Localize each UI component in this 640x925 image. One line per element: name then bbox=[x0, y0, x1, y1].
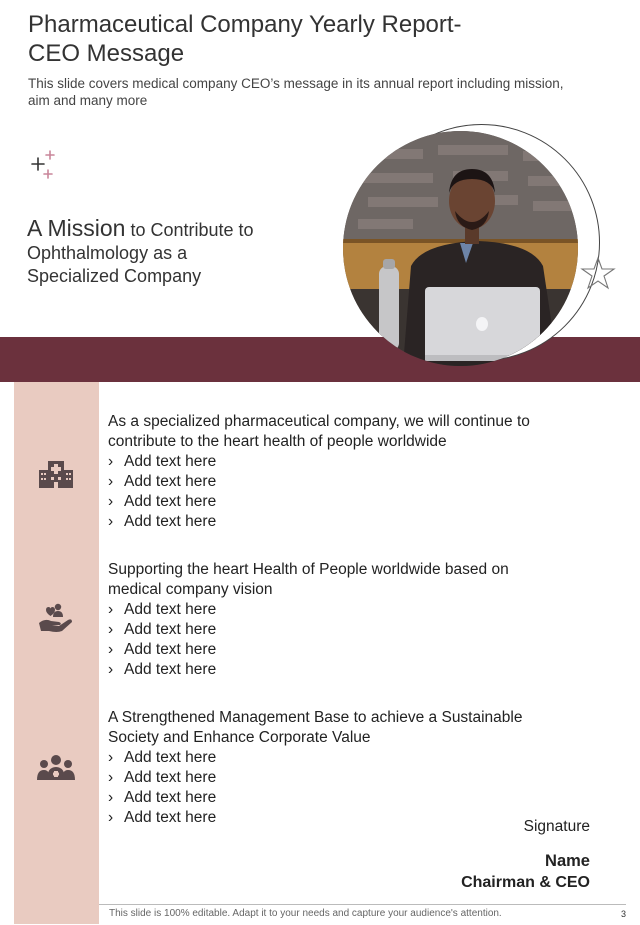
bullet-chevron: › bbox=[108, 809, 114, 826]
bullet-text: Add text here bbox=[124, 661, 217, 678]
list-item bbox=[108, 768, 608, 788]
title-line-2: CEO Message bbox=[28, 40, 185, 67]
page-number: 3 bbox=[620, 909, 626, 919]
bullet-text: Add text here bbox=[124, 809, 217, 826]
section-2-heading bbox=[108, 560, 608, 600]
hand-heart-people-icon bbox=[37, 601, 75, 635]
subtitle-line-1: This slide covers medical company CEO’s message in its annual report including mission, bbox=[28, 76, 564, 91]
ceo-photo bbox=[343, 131, 578, 366]
list-item bbox=[108, 788, 608, 808]
bullet-text: Add text here bbox=[124, 769, 217, 786]
section-3-heading-line-1: A Strengthened Management Base to achieve a Sustainable bbox=[108, 709, 523, 726]
bullet-chevron: › bbox=[108, 641, 114, 658]
signature-label: Signature bbox=[523, 818, 590, 835]
hospital-icon bbox=[37, 456, 75, 490]
bullet-text: Add text here bbox=[124, 641, 217, 658]
section-1-heading-line-1: As a specialized pharmaceutical company, we will continue to bbox=[108, 413, 530, 430]
page-subtitle bbox=[28, 75, 613, 109]
bullet-chevron: › bbox=[108, 661, 114, 678]
bullet-chevron: › bbox=[108, 621, 114, 638]
bullet-text: Add text here bbox=[124, 621, 217, 638]
footer bbox=[99, 904, 626, 925]
bullet-chevron: › bbox=[108, 453, 114, 470]
bullet-chevron: › bbox=[108, 513, 114, 530]
section-2 bbox=[108, 560, 608, 680]
section-1-bullets bbox=[108, 452, 608, 532]
mission-lead: A Mission bbox=[27, 215, 126, 241]
mission-statement bbox=[27, 217, 327, 288]
section-1-heading bbox=[108, 412, 608, 452]
footer-note: This slide is 100% editable. Adapt it to your needs and capture your audience's attention. bbox=[109, 908, 502, 919]
bullet-text: Add text here bbox=[124, 473, 217, 490]
subtitle-line-2: aim and many more bbox=[28, 93, 148, 108]
bullet-chevron: › bbox=[108, 493, 114, 510]
list-item bbox=[108, 640, 608, 660]
section-3-bullets bbox=[108, 748, 608, 828]
list-item bbox=[108, 660, 608, 680]
star-icon bbox=[580, 256, 616, 290]
bullet-chevron: › bbox=[108, 601, 114, 618]
section-2-heading-line-2: medical company vision bbox=[108, 581, 273, 598]
signatory-name: Name bbox=[545, 852, 590, 870]
bullet-chevron: › bbox=[108, 789, 114, 806]
bullet-chevron: › bbox=[108, 749, 114, 766]
mission-rest: to Contribute to bbox=[125, 220, 254, 240]
section-2-bullets bbox=[108, 600, 608, 680]
section-2-heading-line-1: Supporting the heart Health of People worldwide based on bbox=[108, 561, 509, 578]
bullet-text: Add text here bbox=[124, 453, 217, 470]
list-item bbox=[108, 472, 608, 492]
list-item bbox=[108, 620, 608, 640]
list-item bbox=[108, 600, 608, 620]
list-item bbox=[108, 492, 608, 512]
bullet-text: Add text here bbox=[124, 493, 217, 510]
color-banner bbox=[0, 337, 640, 382]
signatory-role: Chairman & CEO bbox=[461, 874, 590, 891]
mission-line-3: Specialized Company bbox=[27, 266, 202, 286]
list-item bbox=[108, 748, 608, 768]
section-1-heading-line-2: contribute to the heart health of people worldwide bbox=[108, 433, 447, 450]
section-3-heading bbox=[108, 708, 608, 748]
bullet-chevron: › bbox=[108, 769, 114, 786]
bullet-text: Add text here bbox=[124, 601, 217, 618]
list-item bbox=[108, 512, 608, 532]
sparkle-icon bbox=[30, 150, 60, 182]
page-title bbox=[28, 10, 588, 68]
bullet-text: Add text here bbox=[124, 749, 217, 766]
medical-team-icon bbox=[37, 750, 75, 784]
title-line-1: Pharmaceutical Company Yearly Report- bbox=[28, 11, 462, 38]
mission-line-2: Ophthalmology as a bbox=[27, 243, 188, 263]
bullet-text: Add text here bbox=[124, 513, 217, 530]
bullet-text: Add text here bbox=[124, 789, 217, 806]
section-1 bbox=[108, 412, 608, 532]
section-3 bbox=[108, 708, 608, 828]
section-3-heading-line-2: Society and Enhance Corporate Value bbox=[108, 729, 371, 746]
list-item bbox=[108, 452, 608, 472]
bullet-chevron: › bbox=[108, 473, 114, 490]
